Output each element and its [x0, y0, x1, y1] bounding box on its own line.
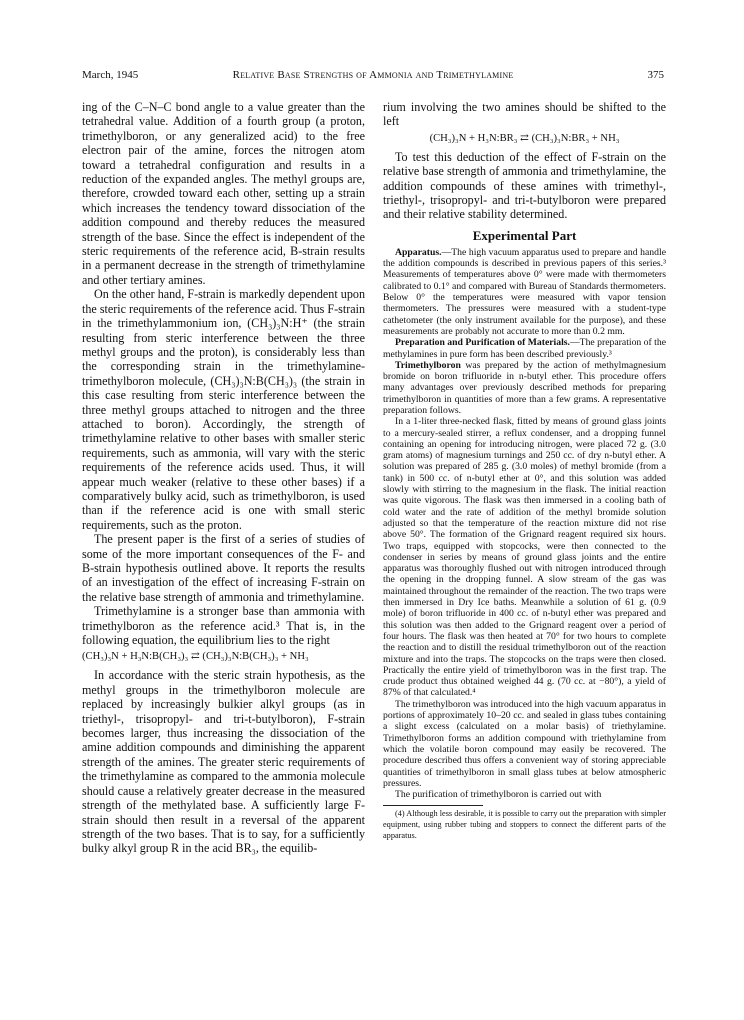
paragraph: In a 1-liter three-necked flask, fitted by means of ground glass joints to a mercury-sealed stirrer, a reflux condenser, and a dropping funnel containing an opening for introducing nitrogen, were placed 72 g. (3.0 gram atoms) of magnesium turnings and 250 cc. of dry n-butyl ether. A solution was prepared of 285 g. (3.0 moles) of methyl bromide (from a tank) in 500 cc. of n-butyl ether at 0°, and this solution was added slowly with stirring to the magnesium in the flask. The initial reaction was quite vigorous. The flask was then immersed in a cooling bath of cold water and the rate of addition of the methyl bromide solution adjusted so that the temperature of the reaction mixture did not rise above 50°. The formation of the Grignard reagent required six hours. Two traps, equipped with stopcocks, were then connected to the condenser in series by means of ground glass joints and the entire apparatus was thoroughly flushed out with nitrogen introduced through the opening in the dropping funnel. A slow stream of the gas was maintained throughout the remainder of the reaction. The two traps were then immersed in Dry Ice baths. Meanwhile a solution of 61 g. (0.9 mole) of boron trifluoride in 400 cc. of n-butyl ether was prepared and this solution was then added to the Grignard reagent over a period of four hours. The flask was then heated at 70° for two hours to complete the reaction and to distill the residual trimethylboron out of the reaction mixture and into the traps. The stopcocks on the traps were then closed. Practically the entire yield of trimethylboron was in the first trap. The crude product thus obtained weighed 44 g. (70 cc. at −80°), a yield of 87% of that calculated.⁴	[383, 416, 666, 699]
section-heading: Experimental Part	[472, 227, 577, 243]
paragraph: To test this deduction of the effect of F-strain on the relative base strength of ammonia and trimethylamine, the addition compounds of these amines with trimethyl-, triethyl-, trisopropyl- and tri-t-butylboron were prepared and their relative stability determined.	[383, 149, 666, 222]
paragraph: The present paper is the first of a series of studies of some of the more important consequences of the F- and B-strain hypothesis outlined above. It reports the results of an investigation of the effect of increasing F-strain on the relative base strength of ammonia and trimethylamine.	[82, 532, 365, 604]
paragraph: ing of the C–N–C bond angle to a value greater than the tetrahedral value. Addition of a fourth group (a proton, trimethylboron, or any generalized acid) to the free electron pair of the amine, forces the nitrogen atom toward a tetrahedral configuration and results in a reduction of the expanded angles. The methyl groups are, therefore, crowded toward each other, setting up a strain which increases the tendency toward dissociation of the addition compound and thereby reduces the measured strength of the base. Since the effect is independent of the steric requirements of the reference acid, B-strain results in a permanent decrease in the strength of trimethylamine and other tertiary amines.	[82, 100, 365, 287]
paragraph-apparatus	[383, 247, 666, 337]
footnote: (4) Although less desirable, it is possible to carry out the preparation with simpler equipment, using rubber tubing and stoppers to connect the different parts of the apparatus.	[383, 809, 666, 840]
paragraph: rium involving the two amines should be shifted to the left	[383, 100, 666, 129]
run-in-heading: Apparatus.	[395, 246, 442, 258]
paragraph-preparation	[383, 337, 666, 360]
left-column	[82, 100, 365, 856]
paragraph-text: was prepared by the action of methylmagnesium bromide on boron trifluoride in n-butyl ether. This procedure offers many advantages over previously described methods for preparing trimethylboron in quantities of more than a few grams. A representative preparation follows.	[383, 359, 666, 416]
paragraph-trimethylboron	[383, 360, 666, 416]
paragraph-text: —The preparation of the methylamines in pure form has been described previously.³	[383, 337, 667, 360]
run-in-heading: Trimethylboron	[395, 359, 461, 371]
right-column	[383, 100, 666, 841]
run-in-heading: Preparation and Purification of Materials.	[395, 337, 570, 349]
paragraph: Trimethylamine is a stronger base than ammonia with trimethylboron as the reference acid.³ That is, in the following equation, the equilibrium lies to the right	[82, 604, 365, 648]
footnote-divider	[383, 805, 483, 806]
running-head	[82, 67, 664, 83]
paragraph: In accordance with the steric strain hypothesis, as the methyl groups in the trimethylboron molecule are replaced by increasingly bulkier alkyl groups (as in triethyl-, trisopropyl- and tri-t-butylboron), F-strain becomes larger, thus increasing the dissociation of the amine addition compounds and diminishing the apparent strength of the amines. The greater steric requirements of the trimethylamine as compared to the ammonia molecule should cause a relatively greater decrease in the measured strength of the methylated base. A sufficiently large F-strain should then result in a reversal of the apparent strength of the two bases. That is to say, for a sufficiently bulky alkyl group R in the acid BR₃, the equilib-	[82, 668, 365, 856]
paragraph: On the other hand, F-strain is markedly dependent upon the steric requirements of the reference acid. Thus F-strain in the trimethylammonium ion, (CH₃)₃N:H⁺ (the strain resulting from steric interference between the three methyl groups and the proton), is considerably less than the corresponding strain in the trimethylamine-trimethylboron molecule, (CH₃)₃N:B(CH₃)₃ (the strain in this case resulting from steric interference between the three methyl groups attached to nitrogen and the three attached to boron). Accordingly, the strength of trimethylamine relative to other bases with smaller steric requirements, such as ammonia, will vary with the steric requirements of the reference acids used. Thus, it will appear much weaker (relative to these other bases) if a comparatively bulky acid, such as trimethylboron, is used than if the reference acid is one with small steric requirements, such as the proton.	[82, 287, 365, 532]
running-title: Relative Base Strengths of Ammonia and Trimethylamine	[232, 69, 514, 81]
paragraph: The trimethylboron was introduced into the high vacuum apparatus in portions of approximately 10–20 cc. and sealed in glass tubes containing a slight excess (calculated on a molar basis) of triethylamine. Trimethylboron forms an addition compound with triethylamine from which the volatile boron compound may easily be recovered. The procedure described thus offers a convenient way of storing appreciable quantities of trimethylboron in small glass tubes at below atmospheric pressures.	[383, 698, 666, 789]
equilibrium-equation: (CH₃)₃N + H₃N:BR₃ ⇄ (CH₃)₃N:BR₃ + NH₃	[429, 132, 620, 144]
paragraph-text: —The high vacuum apparatus used to prepare and handle the addition compounds is described in previous papers of this series.³ Measurements of temperatures above 0° were made with thermometers calibrated to 0.1° and compared with Bureau of Standards thermometers. Below 0° the temperatures were measured with vapor tension thermometers. The pressures were measured with a student-type cathetometer (the only instrument available for the purpose), and these measurements are probably not accurate to more than 0.2 mm.	[383, 246, 666, 337]
issue-date: March, 1945	[82, 69, 139, 81]
paragraph: The purification of trimethylboron is carried out with	[395, 789, 602, 801]
equilibrium-equation: (CH₃)₃N + H₃N:B(CH₃)₃ ⇄ (CH₃)₃N:B(CH₃)₃ + NH₃	[82, 651, 309, 663]
page-number: 375	[647, 69, 664, 81]
